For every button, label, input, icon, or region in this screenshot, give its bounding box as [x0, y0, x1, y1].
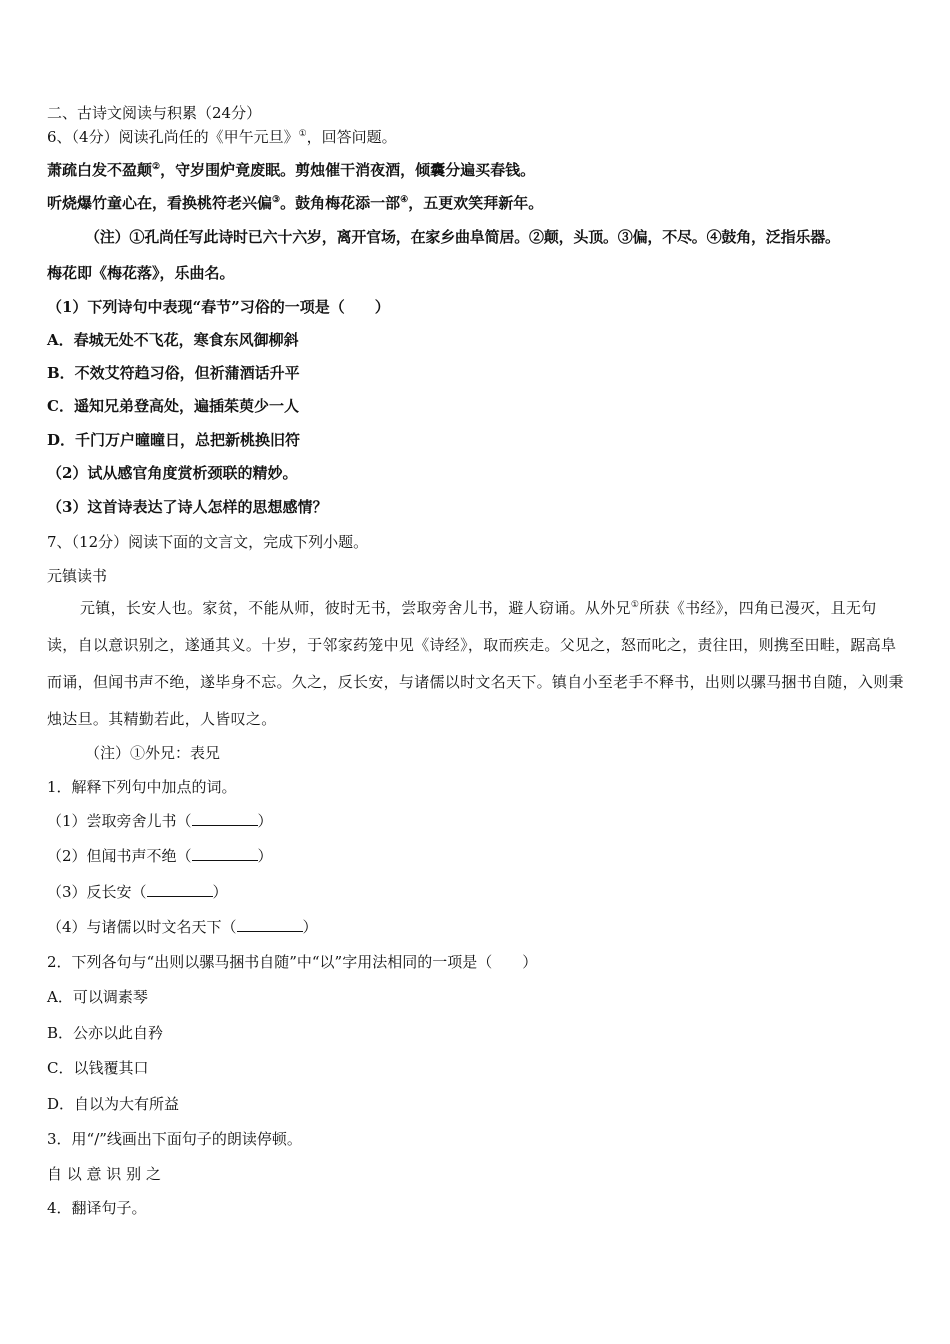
q7-q1-item-3	[47, 882, 228, 902]
q6-sub2: （2）试从感官角度赏析颈联的精妙。	[47, 464, 298, 482]
poem-line-2-c: ，五更欢笑拜新年。	[408, 194, 544, 212]
poem-line-2-footnote-mark-2: ④	[400, 195, 409, 205]
q7-q1-item-1	[47, 811, 273, 831]
q7-q1: 1．解释下列句中加点的词。	[47, 778, 237, 796]
q7-q3-sentence: 自 以 意 识 别 之	[47, 1165, 161, 1183]
q7-q2-option-b: B．公亦以此自矜	[47, 1024, 164, 1042]
q6-stem-suffix: ，回答问题。	[306, 128, 397, 146]
q6-option-c: C．遥知兄弟登高处，遍插茱萸少一人	[47, 397, 299, 415]
passage-body-a: 元镇，长安人也。家贫，不能从师，彼时无书，尝取旁舍儿书，避人窃诵。从外兄	[80, 599, 631, 617]
q6-option-b: B．不效艾符趋习俗，但祈蒲酒话升平	[47, 364, 300, 382]
q7-q1-item-3-close: ）	[212, 883, 228, 901]
answer-blank[interactable]	[147, 884, 213, 897]
answer-blank[interactable]	[192, 813, 258, 826]
q6-stem-prefix: 6、（4分）阅读孔尚任的《甲午元旦》	[47, 128, 299, 146]
poem-note-line-2: 梅花即《梅花落》，乐曲名。	[47, 264, 235, 282]
q6-sub3: （3）这首诗表达了诗人怎样的思想感情？	[47, 498, 328, 516]
q7-q1-item-4-close: ）	[302, 918, 318, 936]
q6-option-d: D．千门万户曈曈日，总把新桃换旧符	[47, 431, 301, 449]
q7-q1-item-4-text: （4）与诸儒以时文名天下（	[47, 918, 237, 936]
q6-stem	[47, 127, 397, 147]
q7-q1-item-3-text: （3）反长安（	[47, 883, 147, 901]
q7-q4: 4．翻译句子。	[47, 1199, 147, 1217]
q7-q2: 2．下列各句与“出则以骡马捆书自随”中“以”字用法相同的一项是（ ）	[47, 953, 538, 971]
poem-line-2-a: 听烧爆竹童心在，看换桃符老兴偏	[47, 194, 273, 212]
passage-footnote-mark: ①	[630, 600, 640, 610]
q7-q1-item-4	[47, 917, 318, 937]
poem-line-2-b: 。鼓角梅花添一部	[280, 194, 401, 212]
poem-line-1-a: 萧疏白发不盈颠	[47, 161, 153, 179]
passage-note: （注）①外兄：表兄	[85, 744, 221, 762]
passage-body	[47, 590, 907, 738]
q7-q2-option-d: D．自以为大有所益	[47, 1095, 180, 1113]
answer-blank[interactable]	[192, 848, 258, 861]
passage-body-b: 所获《书经》，四角已漫灭，且无句读，自以意识别之，遂通其义。十岁，于邻家药笼中见《诗经》，取而疾走。父见之，怒而叱之，责往田，则携至田畦，踞高阜而诵，但闻书声不绝，遂毕身不忘。久之，反长安，与诸儒以时文名天下。镇自小至老手不释书，出则以骡马捆书自随，入则秉烛达旦。其精勤若此，人皆叹之。	[47, 599, 904, 728]
q7-q1-item-1-close: ）	[257, 812, 273, 830]
q7-stem: 7、（12分）阅读下面的文言文，完成下列小题。	[47, 533, 369, 551]
q6-option-a: A．春城无处不飞花，寒食东风御柳斜	[47, 331, 299, 349]
q6-sub1: （1）下列诗句中表现“春节”习俗的一项是（ ）	[47, 298, 390, 316]
q7-q1-item-2-text: （2）但闻书声不绝（	[47, 847, 192, 865]
q7-q1-item-2	[47, 846, 273, 866]
poem-line-2-footnote-mark-1: ③	[272, 195, 281, 205]
passage-title: 元镇读书	[47, 567, 108, 585]
answer-blank[interactable]	[237, 919, 303, 932]
poem-line-1	[47, 160, 535, 180]
poem-line-1-footnote-mark: ②	[152, 162, 161, 172]
q7-q1-item-2-close: ）	[257, 847, 273, 865]
q7-q2-option-c: C．以钱覆其口	[47, 1059, 149, 1077]
q6-stem-footnote-mark: ①	[298, 129, 307, 139]
poem-note-line-1: （注）①孔尚任写此诗时已六十六岁，离开官场，在家乡曲阜简居。②颠，头顶。③偏，不尽。④鼓角，泛指乐器。	[85, 228, 840, 246]
q7-q3: 3．用“/”线画出下面句子的朗读停顿。	[47, 1130, 302, 1148]
poem-line-1-b: ，守岁围炉竟废眠。剪烛催干消夜酒，倾囊分遍买春钱。	[160, 161, 536, 179]
q7-q2-option-a: A．可以调素琴	[47, 988, 148, 1006]
q7-q1-item-1-text: （1）尝取旁舍儿书（	[47, 812, 192, 830]
section-title: 二、古诗文阅读与积累（24分）	[47, 104, 262, 122]
poem-line-2	[47, 193, 543, 213]
